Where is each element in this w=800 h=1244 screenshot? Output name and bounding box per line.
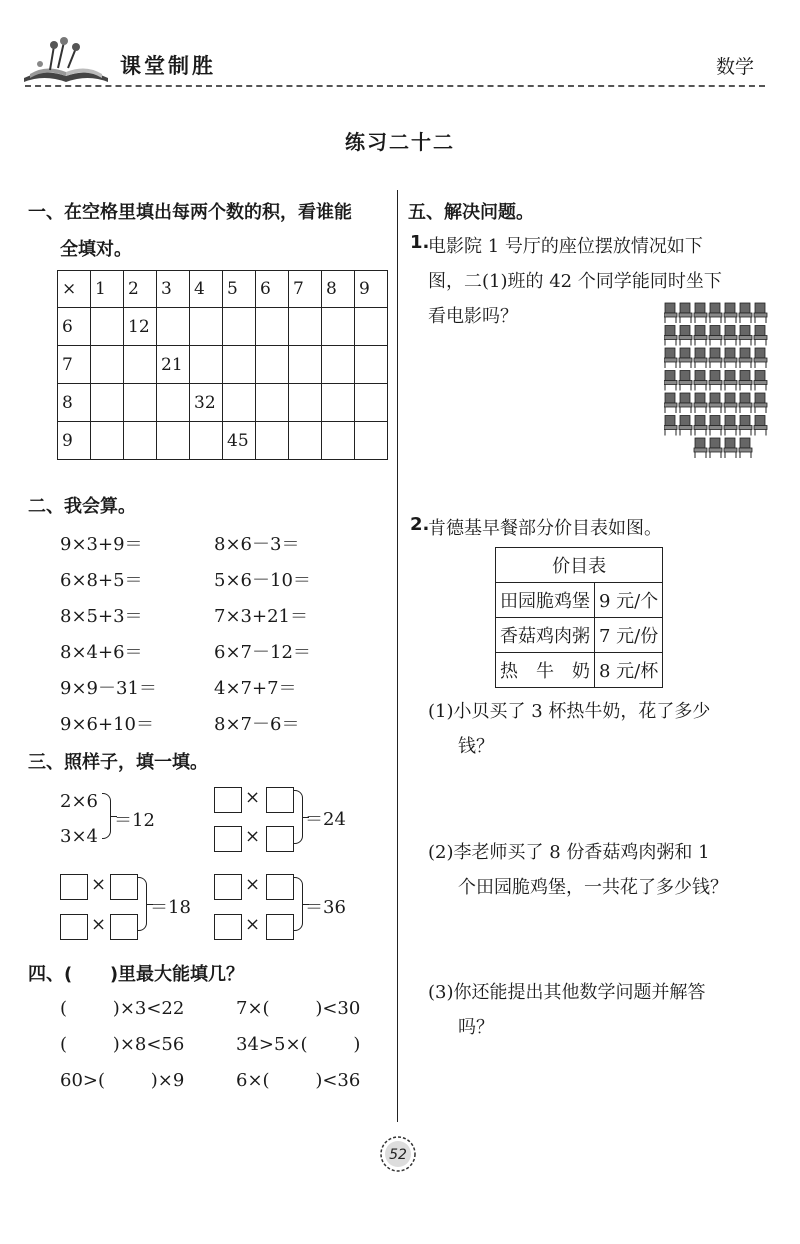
subq2-text: (2)李老师买了 8 份香菇鸡肉粥和 1 bbox=[428, 842, 710, 863]
calc-item: 6×8+5＝ bbox=[60, 570, 143, 591]
seat-icon bbox=[754, 393, 767, 413]
table-cell[interactable] bbox=[124, 346, 157, 384]
seat-icon bbox=[679, 393, 692, 413]
price-table bbox=[495, 547, 663, 688]
answer-box[interactable] bbox=[110, 914, 138, 940]
seat-icon bbox=[754, 371, 767, 391]
table-cell: 12 bbox=[124, 308, 157, 346]
seat-icon bbox=[679, 371, 692, 391]
times-sign: × bbox=[245, 787, 261, 808]
table-cell[interactable] bbox=[322, 308, 355, 346]
table-cell: 2 bbox=[124, 271, 157, 308]
answer-box[interactable] bbox=[214, 787, 242, 813]
seat-icon bbox=[724, 393, 737, 413]
seat-icon bbox=[754, 326, 767, 346]
table-cell: 32 bbox=[190, 384, 223, 422]
section1-title-cont: 全填对。 bbox=[60, 239, 132, 260]
price-table-title: 价目表 bbox=[496, 548, 663, 583]
subq1-text: (1)小贝买了 3 杯热牛奶，花了多少 bbox=[428, 701, 711, 722]
seat-icon bbox=[724, 371, 737, 391]
answer-box[interactable] bbox=[266, 914, 294, 940]
seat-icon bbox=[709, 303, 722, 323]
seat-icon bbox=[664, 348, 677, 368]
subq3-text: 吗？ bbox=[458, 1017, 494, 1038]
table-cell: 3 bbox=[157, 271, 190, 308]
seat-icon bbox=[709, 416, 722, 436]
calc-item: 9×6+10＝ bbox=[60, 714, 154, 735]
table-cell[interactable] bbox=[289, 308, 322, 346]
calc-item: 9×3+9＝ bbox=[60, 534, 143, 555]
answer-box[interactable] bbox=[214, 874, 242, 900]
seat-icon bbox=[739, 438, 752, 458]
q1-number: 1. bbox=[410, 232, 430, 253]
brace bbox=[294, 790, 303, 844]
times-sign: × bbox=[245, 826, 261, 847]
seat-icon bbox=[709, 438, 722, 458]
q2-number: 2. bbox=[410, 514, 430, 535]
table-cell: 6 bbox=[58, 308, 91, 346]
seat-icon bbox=[679, 303, 692, 323]
price-item: 热 牛 奶 bbox=[496, 653, 595, 688]
table-cell: 7 bbox=[289, 271, 322, 308]
calc-item: 5×6－10＝ bbox=[214, 570, 311, 591]
table-cell[interactable] bbox=[91, 308, 124, 346]
section2-title: 二、我会算。 bbox=[28, 496, 136, 517]
table-cell: 8 bbox=[322, 271, 355, 308]
seat-icon bbox=[664, 371, 677, 391]
seat-icon bbox=[694, 371, 707, 391]
seat-icon bbox=[694, 348, 707, 368]
table-cell[interactable] bbox=[355, 346, 388, 384]
price-value: 7 元/份 bbox=[595, 618, 663, 653]
seat-icon bbox=[739, 371, 752, 391]
q2-intro: 肯德基早餐部分价目表如图。 bbox=[428, 518, 662, 539]
inequality-item: ( )×3<22 bbox=[60, 998, 185, 1019]
seat-icon bbox=[709, 326, 722, 346]
header-divider bbox=[25, 85, 765, 87]
table-cell[interactable] bbox=[322, 346, 355, 384]
seat-icon bbox=[694, 303, 707, 323]
header-subject: 数学 bbox=[716, 56, 755, 78]
section3-title: 三、照样子，填一填。 bbox=[28, 752, 208, 773]
answer-box[interactable] bbox=[110, 874, 138, 900]
q1-text: 图，二(1)班的 42 个同学能同时坐下 bbox=[428, 271, 722, 292]
table-cell[interactable] bbox=[289, 346, 322, 384]
calc-item: 8×6－3＝ bbox=[214, 534, 300, 555]
table-cell: 9 bbox=[355, 271, 388, 308]
table-cell[interactable] bbox=[355, 422, 388, 460]
answer-box[interactable] bbox=[266, 826, 294, 852]
seat-icon bbox=[664, 416, 677, 436]
price-value: 9 元/个 bbox=[595, 583, 663, 618]
inequality-item: 6×( )<36 bbox=[236, 1070, 361, 1091]
table-cell[interactable] bbox=[91, 384, 124, 422]
seat-icon bbox=[754, 416, 767, 436]
table-cell[interactable] bbox=[289, 422, 322, 460]
section5-title: 五、解决问题。 bbox=[408, 202, 534, 223]
example-result: ＝12 bbox=[114, 810, 155, 831]
table-cell: 5 bbox=[223, 271, 256, 308]
table-cell: 45 bbox=[223, 422, 256, 460]
seat-icon bbox=[679, 416, 692, 436]
table-cell[interactable] bbox=[124, 384, 157, 422]
seat-icon bbox=[664, 326, 677, 346]
seat-icon bbox=[694, 416, 707, 436]
table-cell[interactable] bbox=[223, 384, 256, 422]
calc-item: 9×9－31＝ bbox=[60, 678, 157, 699]
seat-icon bbox=[709, 371, 722, 391]
inequality-item: ( )×8<56 bbox=[60, 1034, 185, 1055]
seat-icon bbox=[724, 303, 737, 323]
table-cell[interactable] bbox=[256, 422, 289, 460]
table-cell[interactable] bbox=[256, 384, 289, 422]
times-sign: × bbox=[91, 914, 107, 935]
example-bottom: 3×4 bbox=[60, 826, 98, 847]
table-cell[interactable] bbox=[157, 384, 190, 422]
table-cell[interactable] bbox=[124, 422, 157, 460]
price-item: 香菇鸡肉粥 bbox=[496, 618, 595, 653]
answer-box[interactable] bbox=[214, 914, 242, 940]
group-result: ＝36 bbox=[305, 897, 346, 918]
table-cell: 4 bbox=[190, 271, 223, 308]
multiplication-table bbox=[57, 270, 388, 460]
seat-icon bbox=[724, 348, 737, 368]
seat-icon bbox=[679, 348, 692, 368]
answer-box[interactable] bbox=[266, 787, 294, 813]
q1-text: 电影院 1 号厅的座位摆放情况如下 bbox=[428, 236, 703, 257]
table-cell[interactable] bbox=[157, 308, 190, 346]
seat-icon bbox=[739, 393, 752, 413]
group-result: ＝24 bbox=[305, 809, 346, 830]
times-sign: × bbox=[245, 874, 261, 895]
group-result: ＝18 bbox=[150, 897, 191, 918]
calc-item: 8×7－6＝ bbox=[214, 714, 300, 735]
calc-item: 7×3+21＝ bbox=[214, 606, 308, 627]
price-item: 田园脆鸡堡 bbox=[496, 583, 595, 618]
seat-icon bbox=[739, 348, 752, 368]
column-divider bbox=[397, 190, 398, 1122]
subq1-text: 钱？ bbox=[458, 736, 494, 757]
table-cell[interactable] bbox=[91, 346, 124, 384]
table-cell: 8 bbox=[58, 384, 91, 422]
table-cell[interactable] bbox=[223, 346, 256, 384]
seat-icon bbox=[724, 326, 737, 346]
table-cell: × bbox=[58, 271, 91, 308]
table-cell: 6 bbox=[256, 271, 289, 308]
price-value: 8 元/杯 bbox=[595, 653, 663, 688]
calc-item: 8×5+3＝ bbox=[60, 606, 143, 627]
table-cell[interactable] bbox=[223, 308, 256, 346]
calc-item: 6×7－12＝ bbox=[214, 642, 311, 663]
brace bbox=[294, 877, 303, 931]
subq2-text: 个田园脆鸡堡，一共花了多少钱？ bbox=[458, 877, 728, 898]
answer-box[interactable] bbox=[266, 874, 294, 900]
seat-icon bbox=[664, 303, 677, 323]
seat-icon bbox=[664, 393, 677, 413]
table-cell[interactable] bbox=[256, 308, 289, 346]
inequality-item: 60>( )×9 bbox=[60, 1070, 185, 1091]
page-number-badge bbox=[376, 1134, 420, 1174]
seat-icon bbox=[739, 416, 752, 436]
seat-icon bbox=[739, 326, 752, 346]
table-cell[interactable] bbox=[256, 346, 289, 384]
subq3-text: (3)你还能提出其他数学问题并解答 bbox=[428, 982, 706, 1003]
seat-icon bbox=[724, 416, 737, 436]
cinema-seats-image bbox=[664, 302, 772, 462]
table-cell[interactable] bbox=[322, 384, 355, 422]
calc-item: 4×7+7＝ bbox=[214, 678, 297, 699]
table-cell[interactable] bbox=[355, 384, 388, 422]
table-cell: 21 bbox=[157, 346, 190, 384]
table-cell: 1 bbox=[91, 271, 124, 308]
seat-icon bbox=[724, 438, 737, 458]
book-logo-icon bbox=[20, 34, 112, 86]
seat-icon bbox=[694, 326, 707, 346]
table-cell[interactable] bbox=[190, 308, 223, 346]
page-number: 52 bbox=[389, 1147, 407, 1163]
seat-icon bbox=[739, 303, 752, 323]
table-cell[interactable] bbox=[157, 422, 190, 460]
table-cell[interactable] bbox=[322, 422, 355, 460]
header-title: 课堂制胜 bbox=[120, 54, 216, 78]
table-cell[interactable] bbox=[190, 422, 223, 460]
section4-title: 四、( )里最大能填几？ bbox=[28, 964, 245, 985]
seat-icon bbox=[709, 393, 722, 413]
answer-box[interactable] bbox=[214, 826, 242, 852]
seat-icon bbox=[694, 438, 707, 458]
seat-icon bbox=[754, 348, 767, 368]
times-sign: × bbox=[91, 874, 107, 895]
table-cell: 9 bbox=[58, 422, 91, 460]
q1-text: 看电影吗？ bbox=[428, 306, 518, 327]
page-title: 练习二十二 bbox=[345, 130, 455, 154]
example-top: 2×6 bbox=[60, 791, 98, 812]
answer-box[interactable] bbox=[60, 914, 88, 940]
brace bbox=[138, 877, 147, 931]
section1-title: 一、在空格里填出每两个数的积，看谁能 bbox=[28, 202, 352, 223]
seat-icon bbox=[694, 393, 707, 413]
table-cell[interactable] bbox=[289, 384, 322, 422]
times-sign: × bbox=[245, 914, 261, 935]
table-cell[interactable] bbox=[355, 308, 388, 346]
inequality-item: 7×( )<30 bbox=[236, 998, 361, 1019]
answer-box[interactable] bbox=[60, 874, 88, 900]
seat-icon bbox=[754, 303, 767, 323]
table-cell: 7 bbox=[58, 346, 91, 384]
brace bbox=[102, 793, 111, 839]
table-cell[interactable] bbox=[91, 422, 124, 460]
calc-item: 8×4+6＝ bbox=[60, 642, 143, 663]
seat-icon bbox=[709, 348, 722, 368]
inequality-item: 34>5×( ) bbox=[236, 1034, 361, 1055]
table-cell[interactable] bbox=[190, 346, 223, 384]
seat-icon bbox=[679, 326, 692, 346]
